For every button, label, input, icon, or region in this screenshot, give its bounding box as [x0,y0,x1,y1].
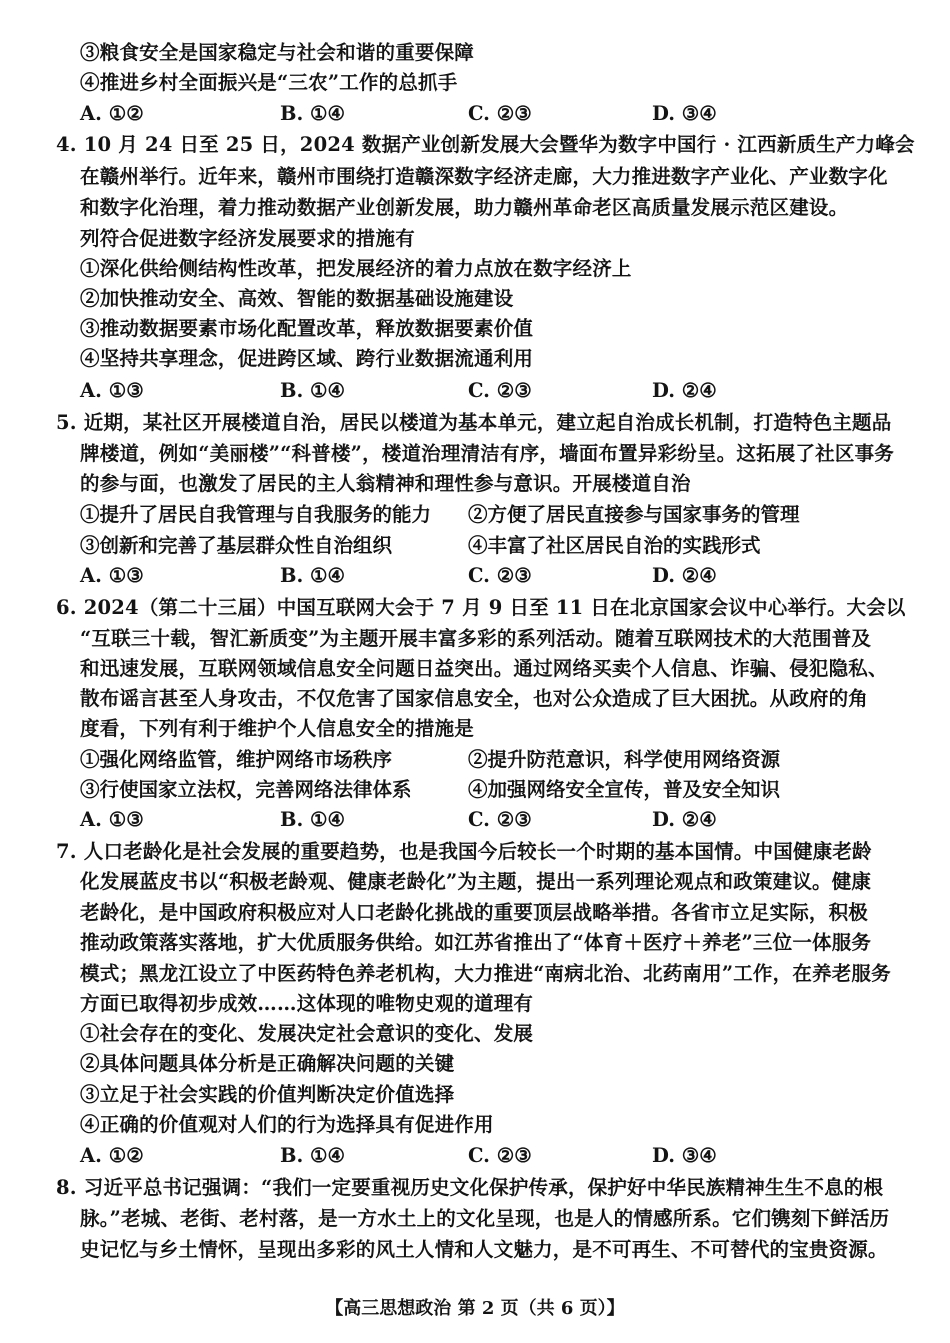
q5-items-row-1 [80,502,900,528]
q7-stem-line-3: 老龄化，是中国政府积极应对人口老龄化挑战的重要顶层战略举措。各省市立足实际，积极 [80,901,869,924]
q4-stem-line-4: 列符合促进数字经济发展要求的措施有 [80,227,415,250]
q6-option-b: B. ①④ [280,808,346,831]
q5-item-4: ④丰富了社区居民自治的实践形式 [468,534,761,557]
q7-item-1: ①社会存在的变化、发展决定社会意识的变化、发展 [80,1022,534,1045]
q6-item-1: ①强化网络监管，维护网络市场秩序 [80,748,393,771]
q8-stem-line-1: 8. 习近平总书记强调：“我们一定要重视历史文化保护传承，保护好中华民族精神生生不息的根 [56,1176,884,1199]
q6-stem-line-5: 度看，下列有利于维护个人信息安全的措施是 [80,717,475,740]
q5-option-d: D. ②④ [652,564,717,587]
q5-items-row-2 [80,533,900,559]
q3-item-3: ③粮食安全是国家稳定与社会和谐的重要保障 [80,41,475,64]
q4-stem-line-2: 在赣州举行。近年来，赣州市围绕打造赣深数字经济走廊，大力推进数字产业化、产业数字化 [80,165,888,188]
q7-stem-line-6: 方面已取得初步成效……这体现的唯物史观的道理有 [80,992,534,1015]
q5-stem-line-2: 牌楼道，例如“美丽楼”“科普楼”，楼道治理清洁有序，墙面布置异彩纷呈。这拓展了社区事务 [80,442,894,465]
q3-item-4: ④推进乡村全面振兴是“三农”工作的总抓手 [80,71,458,94]
q8-stem-line-2: 脉。”老城、老街、老村落，是一方水土上的文化呈现，也是人的情感所系。它们镌刻下鲜活历 [80,1207,890,1230]
q4-item-1: ①深化供给侧结构性改革，把发展经济的着力点放在数字经济上 [80,257,632,280]
q5-item-2: ②方便了居民直接参与国家事务的管理 [468,503,800,526]
q4-item-3: ③推动数据要素市场化配置改革，释放数据要素价值 [80,317,534,340]
q5-option-a: A. ①③ [80,564,144,587]
q7-item-4: ④正确的价值观对人们的行为选择具有促进作用 [80,1113,494,1136]
q6-items-row-2 [80,777,900,803]
q7-item-2: ②具体问题具体分析是正确解决问题的关键 [80,1052,455,1075]
q4-options [80,378,880,404]
q7-option-c: C. ②③ [468,1144,532,1167]
q6-item-3: ③行使国家立法权，完善网络法律体系 [80,778,412,801]
q6-option-d: D. ②④ [652,808,717,831]
q6-option-c: C. ②③ [468,808,532,831]
q6-option-a: A. ①③ [80,808,144,831]
q6-stem-line-1: 6. 2024（第二十三届）中国互联网大会于 7 月 9 日至 11 日在北京国家会议中心举行。大会以 [56,596,906,619]
q4-item-4: ④坚持共享理念，促进跨区域、跨行业数据流通利用 [80,347,534,370]
q4-option-d: D. ②④ [652,379,717,402]
q7-options [80,1143,880,1169]
q7-stem-line-1: 7. 人口老龄化是社会发展的重要趋势，也是我国今后较长一个时期的基本国情。中国健康老龄 [56,840,872,863]
q6-stem-line-3: 和迅速发展，互联网领域信息安全问题日益突出。通过网络买卖个人信息、诈骗、侵犯隐私、 [80,657,888,680]
q7-stem-line-2: 化发展蓝皮书以“积极老龄观、健康老龄化”为主题，提出一系列理论观点和政策建议。健康 [80,870,872,893]
q7-option-b: B. ①④ [280,1144,346,1167]
q5-option-c: C. ②③ [468,564,532,587]
q3-option-a: A. ①② [80,102,144,125]
q4-item-2: ②加快推动安全、高效、智能的数据基础设施建设 [80,287,514,310]
page-footer: 【高三思想政治 第 2 页（共 6 页）】 [325,1298,625,1319]
q6-stem-line-2: “互联三十载，智汇新质变”为主题开展丰富多彩的系列活动。随着互联网技术的大范围普及 [80,627,872,650]
q4-option-c: C. ②③ [468,379,532,402]
q5-item-3: ③创新和完善了基层群众性自治组织 [80,534,393,557]
q3-options [80,101,880,127]
q4-stem-line-1: 4. 10 月 24 日至 25 日，2024 数据产业创新发展大会暨华为数字中国行 · 江西新质生产力峰会 [56,133,915,156]
q5-stem-line-1: 5. 近期，某社区开展楼道自治，居民以楼道为基本单元，建立起自治成长机制，打造特色主题品 [56,411,892,434]
q5-options [80,563,880,589]
q7-option-a: A. ①② [80,1144,144,1167]
q3-option-d: D. ③④ [652,102,717,125]
q6-stem-line-4: 散布谣言甚至人身攻击，不仅危害了国家信息安全，也对公众造成了巨大困扰。从政府的角 [80,687,869,710]
q4-option-b: B. ①④ [280,379,346,402]
q3-option-b: B. ①④ [280,102,346,125]
q6-item-2: ②提升防范意识，科学使用网络资源 [468,748,781,771]
q5-option-b: B. ①④ [280,564,346,587]
q7-stem-line-5: 模式；黑龙江设立了中医药特色养老机构，大力推进“南病北治、北药南用”工作，在养老服务 [80,962,891,985]
q5-item-1: ①提升了居民自我管理与自我服务的能力 [80,503,432,526]
q4-stem-line-3: 和数字化治理，着力推动数据产业创新发展，助力赣州革命老区高质量发展示范区建设。 [80,196,849,219]
q4-option-a: A. ①③ [80,379,144,402]
q3-option-c: C. ②③ [468,102,532,125]
q8-stem-line-3: 史记忆与乡土情怀，呈现出多彩的风土人情和人文魅力，是不可再生、不可替代的宝贵资源。 [80,1238,888,1261]
q7-item-3: ③立足于社会实践的价值判断决定价值选择 [80,1083,455,1106]
q6-options [80,807,880,833]
q7-option-d: D. ③④ [652,1144,717,1167]
q7-stem-line-4: 推动政策落实落地，扩大优质服务供给。如江苏省推出了“体育＋医疗＋养老”三位一体服务 [80,931,872,954]
q6-items-row-1 [80,747,900,773]
q6-item-4: ④加强网络安全宣传，普及安全知识 [468,778,781,801]
q5-stem-line-3: 的参与面，也激发了居民的主人翁精神和理性参与意识。开展楼道自治 [80,472,691,495]
